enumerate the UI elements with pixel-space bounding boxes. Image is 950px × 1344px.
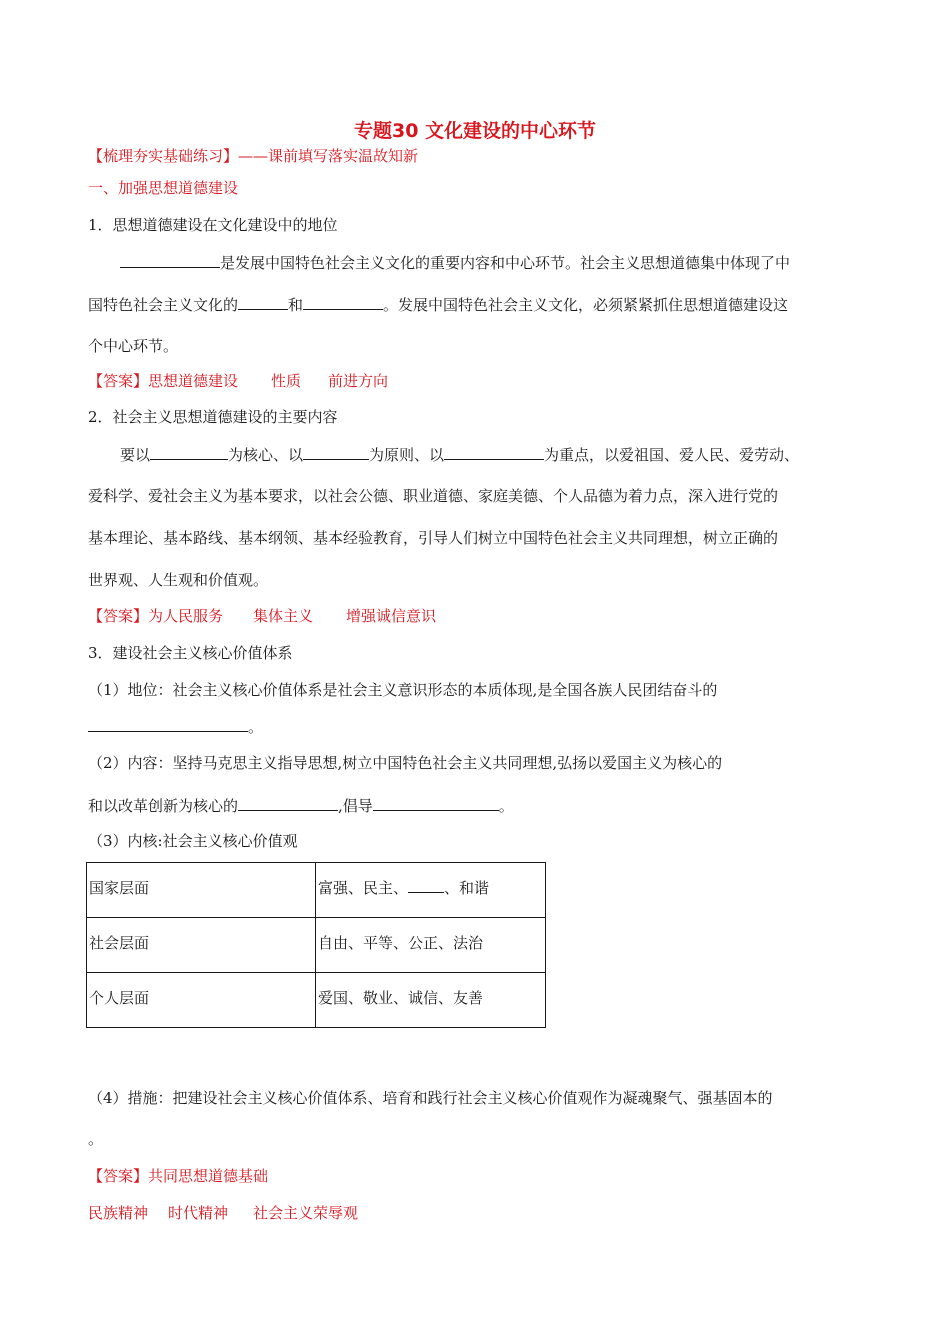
fill-blank[interactable]: [444, 444, 544, 460]
table-cell-level: 社会层面: [87, 918, 316, 973]
answer-item: 前进方向: [328, 372, 389, 390]
table-values-text: 、和谐: [444, 879, 490, 897]
core-values-table: [86, 862, 546, 1028]
q2-line4: 世界观、人生观和价值观。: [88, 571, 269, 589]
q1-line2-a: 国特色社会主义文化的: [88, 296, 239, 314]
q1-heading: 1．思想道德建设在文化建设中的地位: [88, 216, 338, 234]
q3-p2-line2-c: 。: [498, 797, 514, 815]
answer-item: 社会主义荣辱观: [253, 1204, 359, 1222]
fill-blank[interactable]: [120, 252, 220, 268]
q3-p2-line2-a: 和以改革创新为核心的: [88, 797, 239, 815]
fill-blank[interactable]: [238, 294, 288, 310]
section-header-rest: ——课前填写落实温故知新: [238, 147, 419, 165]
section1-heading: 一、加强思想道德建设: [88, 179, 239, 197]
table-cell-level: 国家层面: [87, 863, 316, 918]
answer-item: 时代精神: [168, 1204, 229, 1222]
section-header: [88, 146, 418, 166]
table-cell-values: [316, 973, 546, 1028]
table-cell-values: [316, 863, 546, 918]
table-row: [87, 863, 546, 918]
q3-p4-line2: 。: [88, 1130, 104, 1148]
section-header-tag: 【梳理夯实基础练习】: [88, 147, 239, 165]
q1-line2-b: 和: [288, 296, 304, 314]
fill-blank[interactable]: [238, 795, 338, 811]
q1-answer: [88, 371, 388, 391]
q3-answer: [88, 1166, 268, 1186]
table-values-text: 爱国、敬业、诚信、友善: [318, 989, 484, 1007]
q2-line1-c: 为原则、以: [369, 446, 445, 464]
page-title: 专题30 文化建设的中心环节: [353, 120, 597, 142]
q3-p4-line1: （4）措施：把建设社会主义核心价值体系、培育和践行社会主义核心价值观作为凝魂聚气、强基固本的: [88, 1089, 773, 1107]
fill-blank[interactable]: [408, 877, 444, 893]
fill-blank[interactable]: [150, 444, 228, 460]
q1-line2-c: 。发展中国特色社会主义文化，必须紧紧抓住思想道德建设这: [383, 296, 789, 314]
fill-blank[interactable]: [303, 444, 369, 460]
fill-blank[interactable]: [88, 716, 248, 732]
q2-line1-b: 为核心、以: [228, 446, 304, 464]
fill-blank[interactable]: [303, 294, 383, 310]
q2-line1: [120, 444, 799, 465]
answer-item: 思想道德建设: [148, 372, 239, 390]
table-values-text: 富强、民主、: [318, 879, 409, 897]
q2-heading: 2．社会主义思想道德建设的主要内容: [88, 408, 338, 426]
answer-tag: 【答案】: [88, 372, 149, 390]
q1-line1: [120, 252, 790, 273]
answer-item: 性质: [271, 372, 302, 390]
q2-line2: 爱科学、爱社会主义为基本要求，以社会公德、职业道德、家庭美德、个人品德为着力点，深入进行党的: [88, 487, 779, 505]
table-row: [87, 973, 546, 1028]
q1-line1-text: 是发展中国特色社会主义文化的重要内容和中心环节。社会主义思想道德集中体现了中: [220, 254, 791, 272]
q3-p2-line1: （2）内容：坚持马克思主义指导思想,树立中国特色社会主义共同理想,弘扬以爱国主义为核心的: [88, 754, 723, 772]
answer-item: 民族精神: [88, 1204, 149, 1222]
q1-line3: 个中心环节。: [88, 337, 179, 355]
table-cell-level: 个人层面: [87, 973, 316, 1028]
q2-line1-a: 要以: [120, 446, 151, 464]
answer-tag: 【答案】: [88, 1167, 149, 1185]
q2-answer: [88, 606, 436, 626]
table-values-text: 自由、平等、公正、法治: [318, 934, 484, 952]
q3-p1-line2: [88, 716, 263, 737]
answer-tag: 【答案】: [88, 607, 149, 625]
answer-item: 共同思想道德基础: [148, 1167, 269, 1185]
answer-item: 集体主义: [253, 607, 314, 625]
q3-p2-line2-b: ,倡导: [338, 797, 373, 815]
q2-line1-d: 为重点，以爱祖国、爱人民、爱劳动、: [544, 446, 800, 464]
table-row: [87, 918, 546, 973]
fill-blank[interactable]: [373, 795, 499, 811]
q3-p3-heading: （3）内核:社会主义核心价值观: [88, 832, 298, 850]
q1-line2: [88, 294, 788, 315]
q3-answer-line2: [88, 1203, 358, 1223]
table-cell-values: [316, 918, 546, 973]
q3-heading: 3．建设社会主义核心价值体系: [88, 644, 293, 662]
answer-item: 增强诚信意识: [346, 607, 437, 625]
q3-p1-line1: （1）地位：社会主义核心价值体系是社会主义意识形态的本质体现,是全国各族人民团结奋斗的: [88, 681, 718, 699]
q2-line3: 基本理论、基本路线、基本纲领、基本经验教育，引导人们树立中国特色社会主义共同理想，树立正确的: [88, 529, 779, 547]
q3-p1-line2-end: 。: [248, 718, 264, 736]
answer-item: 为人民服务: [148, 607, 224, 625]
q3-p2-line2: [88, 795, 514, 816]
